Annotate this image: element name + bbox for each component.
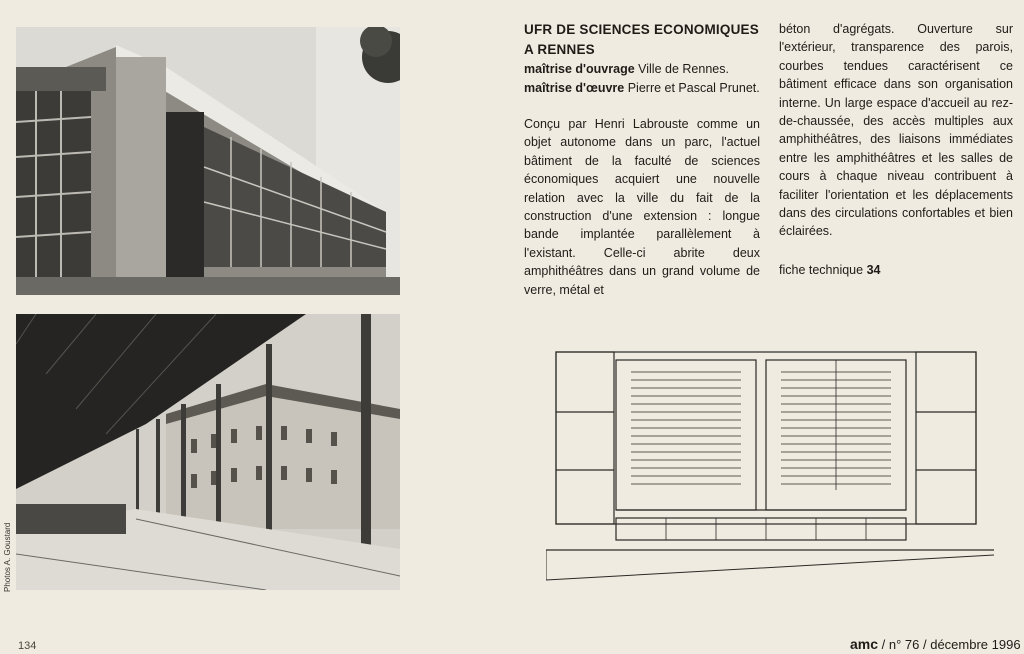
article-column-2	[779, 20, 1013, 279]
fiche-technique-reference	[779, 261, 1013, 279]
owner-value: Ville de Rennes.	[638, 62, 729, 76]
article-title-line-2: A RENNES	[524, 42, 595, 57]
magazine-issue: / n° 76 / décembre 1996	[881, 637, 1021, 652]
fiche-number: 34	[866, 262, 881, 277]
page-number: 134	[18, 640, 37, 652]
architect-value: Pierre et Pascal Prunet.	[627, 81, 760, 95]
walkway-photo	[16, 314, 400, 590]
building-facade-photo	[16, 27, 400, 295]
magazine-brand: amc	[850, 636, 879, 652]
article-paragraph-1: Conçu par Henri Labrouste comme un objet autonome dans un parc, l'actuel bâtiment de la faculté de sciences économiques acquiert une nouvelle relation avec la ville du fait de la construction d'une extension : longue bande implantée parallèlement à l'existant. Celle-ci abrite deux amphithéâtres dans un grand volume de verre, métal et	[524, 117, 760, 297]
architect-credit	[524, 79, 760, 98]
fiche-label: fiche technique	[779, 262, 864, 277]
magazine-footer	[850, 636, 1021, 652]
photo-credit: Photos A. Goustard	[3, 522, 12, 592]
architect-label: maîtrise d'œuvre	[524, 81, 625, 95]
owner-credit	[524, 60, 760, 79]
article-column-1	[524, 20, 760, 299]
floor-plan-drawing	[546, 350, 994, 586]
article-title-line-1: UFR DE SCIENCES ECONOMIQUES	[524, 22, 759, 37]
article-paragraph-2: béton d'agrégats. Ouverture sur l'extérieur, transparence des parois, courbes tendues caractérisent ce bâtiment efficace dans son organisation interne. Un large espace d'accueil au rez-de-chaussée, des accès multiples aux amphithéâtres, des liaisons immédiates entre les amphithéâtres et les salles de cours à chaque niveau contribuent à faciliter l'orientation et les déplacements dans des circulations confortables et bien éclairées.	[779, 22, 1013, 239]
owner-label: maîtrise d'ouvrage	[524, 62, 635, 76]
